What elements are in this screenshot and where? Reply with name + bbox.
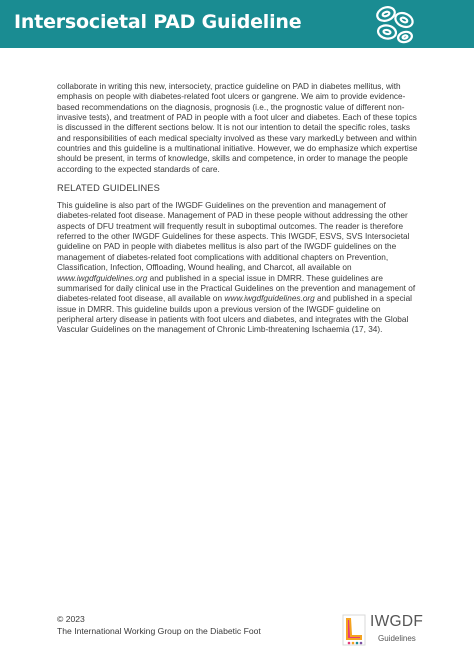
guidelines-link[interactable]: www.iwgdfguidelines.org xyxy=(57,273,148,283)
paragraph-text: and published in a special issue in DMRR. These guidelines are summarised for daily clinical use in the Practical Guidelines on the prevention and management of diabetes-related foot disease, all available on xyxy=(57,273,416,304)
page-content xyxy=(57,82,419,336)
related-guidelines-paragraph xyxy=(57,201,419,335)
page-footer xyxy=(57,614,261,637)
section-heading: RELATED GUIDELINES xyxy=(57,183,160,194)
iwgdf-logo xyxy=(341,612,424,648)
logo-subtext: Guidelines xyxy=(378,634,416,643)
foot-icon xyxy=(341,614,367,646)
organization-name: The International Working Group on the Diabetic Foot xyxy=(57,625,261,636)
header-title: Intersocietal PAD Guideline xyxy=(14,11,302,33)
logo-text: IWGDF xyxy=(370,613,424,630)
guidelines-link[interactable]: www.iwgdfguidelines.org xyxy=(224,294,315,304)
blood-cells-icon xyxy=(372,4,416,44)
paragraph-text: and published in a special issue in DMRR. This guideline builds upon a previous version of the IWGDF guideline on peripheral artery disease in patients with foot ulcers and diabetes, and integrates with the Global Vascular Guidelines on the management of Chronic Limb-threatening Ischaemia (17, 34). xyxy=(57,294,412,335)
copyright: © 2023 xyxy=(57,614,85,624)
intro-paragraph: collaborate in writing this new, intersociety, practice guideline on PAD in diabetes mellitus, with emphasis on people with diabetes-related foot ulcers or gangrene. We aim to provide evidence-based recommendations on the diagnosis, prognosis (i.e., the prognostic value of different non-invasive tests), and treatment of PAD in people with a foot ulcer and diabetes. Each of these topics is discussed in the different sections below. It is not our intention to detail the specific roles, tasks and responsibilities of each medical specialty involved as these vary markedLy between and within countries and this guideline is a multinational initiative. However, we do emphasize which expertise should be present, in terms of knowledge, skills and competence, in order to manage the people according to the expected standards of care. xyxy=(57,82,418,174)
paragraph-text: This guideline is also part of the IWGDF Guidelines on the prevention and management of diabetes-related foot disease. Management of PAD in these people without addressing the other aspects of DFU treatment will frequently result in suboptimal outcomes. The reader is therefore referred to the other IWGDF Guidelines for these aspects. This IWGDF, ESVS, SVS Intersocietal guideline on PAD in people with diabetes mellitus is also part of the IWGDF guidelines on the management of diabetes-related foot complications with additional chapters on Prevention, Classification, Infection, Offloading, Wound healing, and Charcot, all available on xyxy=(57,201,410,273)
page-header xyxy=(0,0,474,48)
